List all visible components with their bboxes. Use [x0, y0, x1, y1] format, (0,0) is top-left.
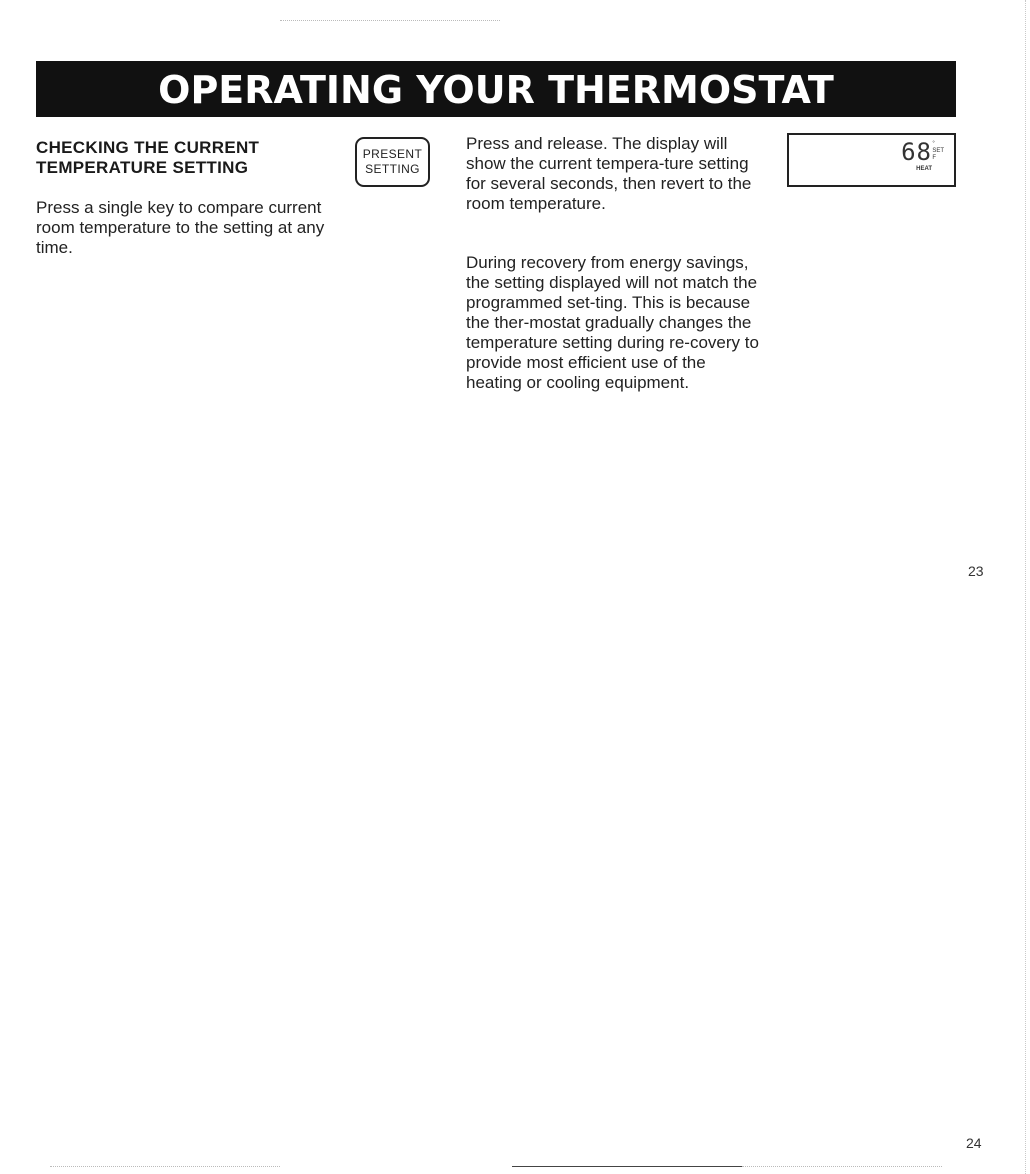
- instruction-paragraph-1: Press and release. The display will show the current tempera-ture setting for several seconds, then revert to the room temperature.: [466, 134, 752, 213]
- top-scan-line: [280, 20, 500, 21]
- instruction-paragraph-2: During recovery from energy savings, the setting displayed will not match the programmed set-ting. This is because the ther-mostat gradually changes the temperature setting during re-covery to provide most efficient use of the heating or cooling equipment.: [466, 253, 759, 392]
- page-number-23: 23: [968, 563, 984, 579]
- present-setting-key-illustration: [355, 137, 430, 187]
- bottom-scan-line-left: [50, 1166, 280, 1167]
- display-set-indicator: SET: [932, 148, 944, 154]
- thermostat-display-illustration: [787, 133, 956, 187]
- display-f-indicator: F: [932, 155, 936, 161]
- page-edge-line: [1025, 0, 1026, 1174]
- page-title-banner: OPERATING YOUR THERMOSTAT: [36, 61, 956, 117]
- section-heading-line-1: CHECKING THE CURRENT: [36, 138, 260, 157]
- key-label-line-1: PRESENT: [362, 147, 423, 161]
- intro-paragraph: Press a single key to compare current room temperature to the setting at any time.: [36, 198, 325, 257]
- display-mode-indicator: HEAT: [916, 166, 932, 172]
- bottom-scan-line-right: [742, 1166, 942, 1167]
- display-degree-symbol: °: [932, 141, 935, 147]
- section-heading: [36, 138, 336, 178]
- display-temperature: 68: [901, 138, 932, 166]
- page-number-24: 24: [966, 1135, 982, 1151]
- section-heading-line-2: TEMPERATURE SETTING: [36, 158, 249, 177]
- bottom-rule: [512, 1166, 742, 1167]
- display-units: [932, 141, 944, 162]
- key-label-line-2: SETTING: [365, 162, 420, 176]
